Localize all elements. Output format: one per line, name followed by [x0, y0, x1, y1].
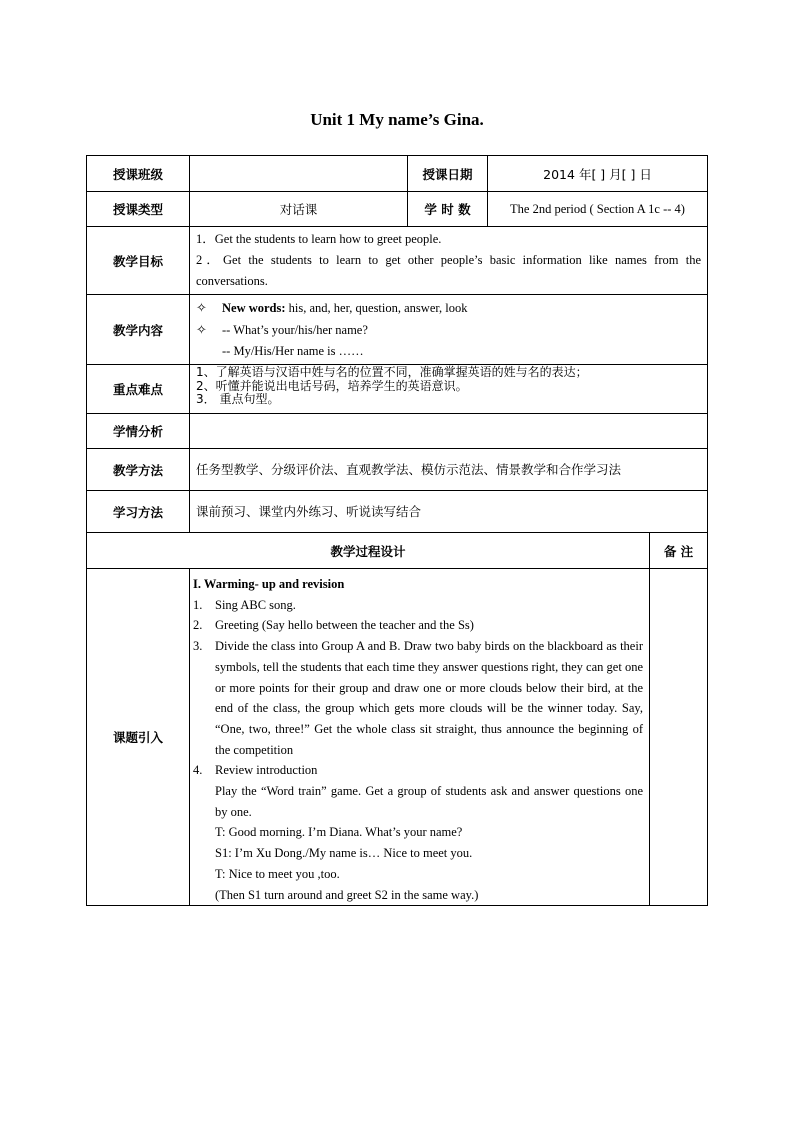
analysis-value	[190, 414, 708, 449]
lesson-plan-table	[86, 155, 708, 906]
row-difficulties	[87, 365, 708, 414]
difficulties-content	[190, 365, 708, 414]
hours-label: 学 时 数	[408, 192, 488, 227]
diamond-bullet-icon: ✧	[196, 322, 207, 337]
goal-item: 2．Get the students to learn to get other people’s basic information like names from the conversations.	[196, 253, 701, 288]
sentence-pattern-question: -- What’s your/his/her name?	[222, 323, 368, 337]
row-type-hours	[87, 192, 708, 227]
dialog-line: T: Good morning. I’m Diana. What’s your name?	[215, 825, 463, 840]
step-item: 2. Greeting (Say hello between the teacher and the Ss)	[193, 618, 474, 633]
hours-value: The 2nd period ( Section A 1c -- 4)	[488, 192, 708, 227]
step-item: 3. Divide the class into Group A and B. Draw two baby birds on the blackboard as their symbols, tell the students that each time they answer questions right, they can get one or more points for their group and draw one or more clouds below their bird, at the end of the class, the group which gets more clouds will be the winner today. Say, “One, two, three!” Get the whole class sit straight, thus announce the beginning of the competition	[193, 639, 643, 757]
process-header: 教学过程设计	[87, 533, 650, 569]
remarks-header: 备 注	[650, 533, 708, 569]
sentence-pattern-answer: -- My/His/Her name is ……	[222, 344, 364, 358]
row-analysis	[87, 414, 708, 449]
process-content	[190, 569, 650, 906]
date-value: 2014 年[ ] 月[ ] 日	[488, 156, 708, 192]
row-goals	[87, 227, 708, 295]
row-process-header	[87, 533, 708, 569]
step-item: 1. Sing ABC song.	[193, 597, 296, 612]
class-value	[190, 156, 408, 192]
teaching-method-value: 任务型教学、分级评价法、直观教学法、模仿示范法、情景教学和合作学习法	[190, 449, 708, 491]
content-cell	[190, 295, 708, 365]
game-instruction: Play the “Word train” game. Get a group of students ask and answer questions one by one.	[215, 784, 643, 819]
type-value: 对话课	[190, 192, 408, 227]
section-heading: I. Warming- up and revision	[193, 577, 345, 591]
dialog-line: S1: I’m Xu Dong./My name is… Nice to meet you.	[215, 846, 473, 861]
row-learning-method	[87, 491, 708, 533]
row-process-intro	[87, 569, 708, 906]
row-content	[87, 295, 708, 365]
page-title: Unit 1 My name’s Gina.	[310, 110, 484, 129]
learning-method-label: 学习方法	[87, 491, 190, 533]
teaching-method-label: 教学方法	[87, 449, 190, 491]
goals-label: 教学目标	[87, 227, 190, 295]
class-label: 授课班级	[87, 156, 190, 192]
goals-content	[190, 227, 708, 295]
type-label: 授课类型	[87, 192, 190, 227]
difficulty-item: 2、听懂并能说出电话号码，培养学生的英语意识。	[196, 378, 468, 393]
remarks-cell	[650, 569, 708, 906]
stage-label: 课题引入	[87, 569, 190, 906]
date-label: 授课日期	[408, 156, 488, 192]
diamond-bullet-icon: ✧	[196, 300, 207, 315]
learning-method-value: 课前预习、课堂内外练习、听说读写结合	[190, 491, 708, 533]
analysis-label: 学情分析	[87, 414, 190, 449]
row-teaching-method	[87, 449, 708, 491]
row-class-date	[87, 156, 708, 192]
difficulty-item: 3． 重点句型。	[196, 392, 280, 406]
goal-item: 1．Get the students to learn how to greet people.	[196, 232, 442, 246]
difficulties-label: 重点难点	[87, 365, 190, 414]
step-item: 4. Review introduction	[193, 763, 318, 778]
dialog-line: (Then S1 turn around and greet S2 in the same way.)	[215, 887, 479, 902]
difficulty-item: 1、了解英语与汉语中姓与名的位置不同，准确掌握英语的姓与名的表达；	[196, 365, 588, 379]
new-words-list: his, and, her, question, answer, look	[285, 301, 468, 315]
dialog-line: T: Nice to meet you ,too.	[215, 866, 340, 881]
new-words-label: New words:	[222, 301, 286, 315]
content-label: 教学内容	[87, 295, 190, 365]
